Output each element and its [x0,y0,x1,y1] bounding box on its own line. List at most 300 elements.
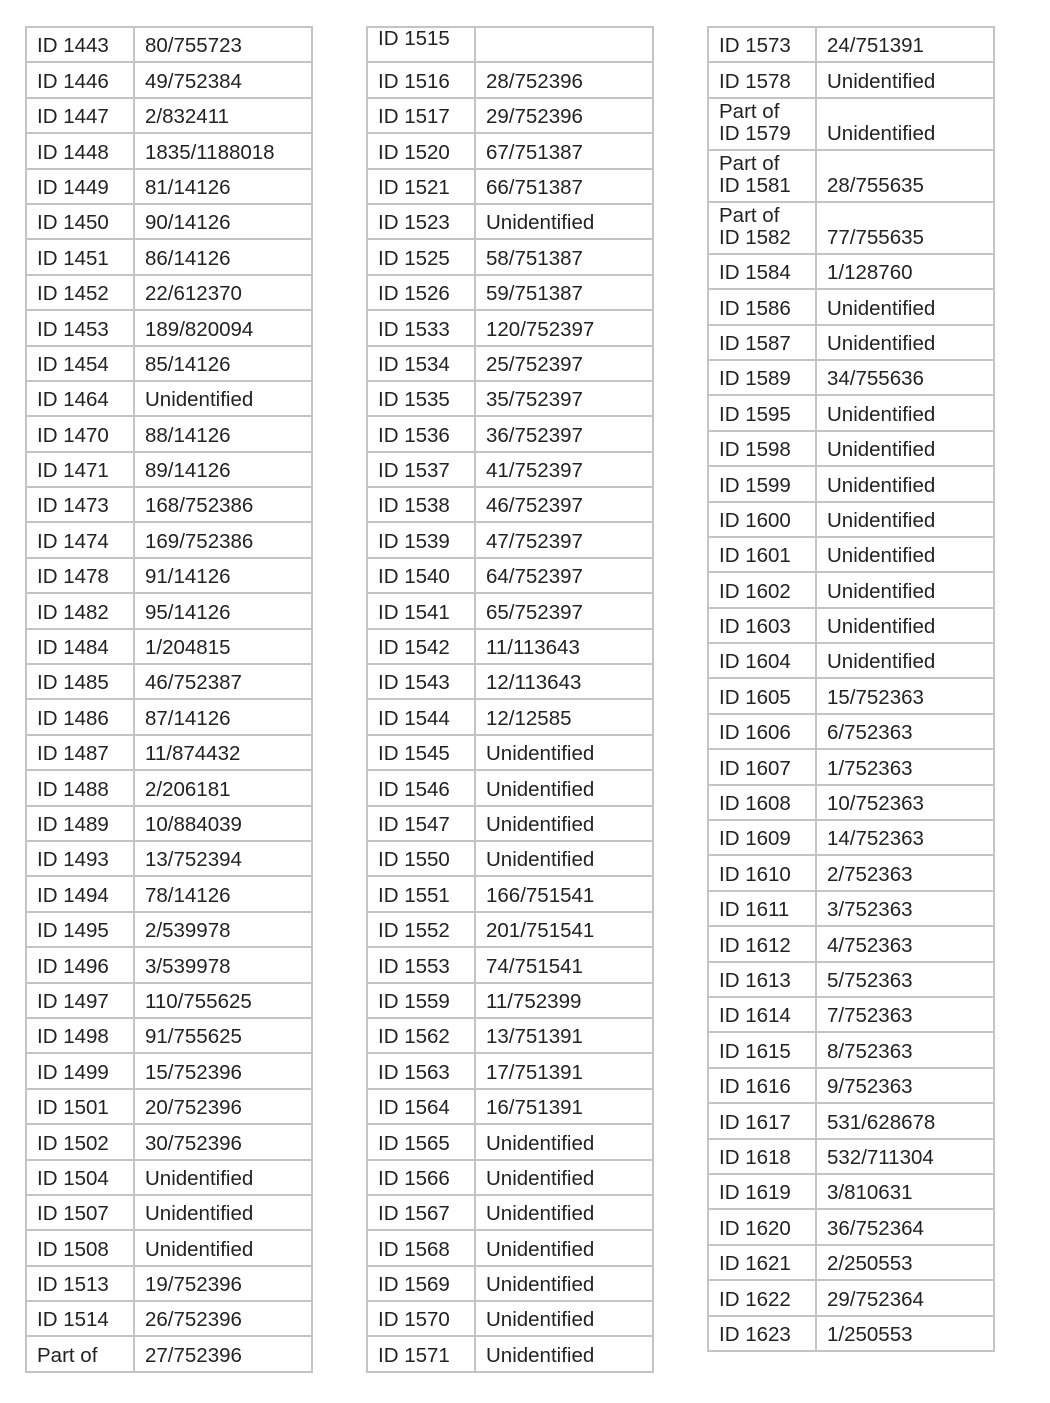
table-row [367,1124,653,1159]
reference-cell: 88/14126 [134,416,312,451]
table-row [26,27,312,62]
table-row [367,1089,653,1124]
table-row [708,202,994,254]
reference-cell: Unidentified [475,1160,653,1195]
reference-cell: 531/628678 [816,1103,994,1138]
table-row [26,1053,312,1088]
table-row [367,664,653,699]
id-cell: ID 1508 [26,1230,134,1265]
id-cell: ID 1589 [708,360,816,395]
id-table-column-3 [707,26,995,1352]
table-row [26,522,312,557]
reference-cell: 8/752363 [816,1032,994,1067]
table-row [26,1230,312,1265]
reference-cell: 13/751391 [475,1018,653,1053]
id-cell: ID 1608 [708,785,816,820]
id-cell: ID 1498 [26,1018,134,1053]
table-row [708,150,994,202]
table-row [26,169,312,204]
table-row [26,62,312,97]
table-row [26,983,312,1018]
reference-cell: 25/752397 [475,346,653,381]
table-row [26,204,312,239]
reference-cell: Unidentified [134,1195,312,1230]
id-cell: ID 1464 [26,381,134,416]
id-cell: ID 1452 [26,275,134,310]
reference-cell: 201/751541 [475,912,653,947]
table-row [26,629,312,664]
reference-cell: 14/752363 [816,820,994,855]
id-cell: ID 1535 [367,381,475,416]
reference-cell: 166/751541 [475,876,653,911]
table-row [367,558,653,593]
reference-cell: 7/752363 [816,997,994,1032]
table-row [367,806,653,841]
reference-cell: 90/14126 [134,204,312,239]
reference-cell: Unidentified [816,62,994,97]
reference-cell: 3/539978 [134,947,312,982]
table-row [708,1032,994,1067]
table-row [367,983,653,1018]
id-cell: Part of ID 1581 [708,150,816,202]
reference-cell: 64/752397 [475,558,653,593]
id-cell: ID 1599 [708,466,816,501]
reference-cell: Unidentified [475,841,653,876]
id-cell: ID 1487 [26,735,134,770]
reference-cell: 24/751391 [816,27,994,62]
reference-cell: Unidentified [475,770,653,805]
reference-cell: 532/711304 [816,1139,994,1174]
table-row [367,346,653,381]
table-row [367,522,653,557]
reference-cell: 29/752364 [816,1280,994,1315]
reference-cell: 10/884039 [134,806,312,841]
reference-cell: 1/204815 [134,629,312,664]
reference-cell: 85/14126 [134,346,312,381]
table-row [367,239,653,274]
reference-cell: 74/751541 [475,947,653,982]
table-row [367,1336,653,1371]
id-cell: ID 1623 [708,1316,816,1351]
id-cell: ID 1537 [367,452,475,487]
reference-cell: 168/752386 [134,487,312,522]
reference-cell: 5/752363 [816,962,994,997]
id-cell: ID 1595 [708,395,816,430]
id-cell: ID 1484 [26,629,134,664]
reference-cell: Unidentified [475,1124,653,1159]
table-row [708,785,994,820]
table-row [708,891,994,926]
id-cell: ID 1604 [708,643,816,678]
reference-cell: 46/752397 [475,487,653,522]
reference-cell: 189/820094 [134,310,312,345]
id-cell: ID 1615 [708,1032,816,1067]
reference-cell: 36/752364 [816,1209,994,1244]
id-cell: ID 1526 [367,275,475,310]
reference-cell: 17/751391 [475,1053,653,1088]
table-row [708,1280,994,1315]
reference-cell: Unidentified [816,98,994,150]
reference-cell: 22/612370 [134,275,312,310]
id-cell: ID 1616 [708,1068,816,1103]
table-row [367,1053,653,1088]
table-row [367,629,653,664]
table-row [708,1103,994,1138]
id-cell: ID 1485 [26,664,134,699]
id-cell: ID 1525 [367,239,475,274]
table-row [26,770,312,805]
table-row [26,1124,312,1159]
table-row [26,346,312,381]
table-row [26,98,312,133]
id-cell: ID 1613 [708,962,816,997]
reference-cell: 6/752363 [816,714,994,749]
reference-cell: Unidentified [134,1160,312,1195]
id-cell: ID 1502 [26,1124,134,1159]
id-cell: ID 1474 [26,522,134,557]
id-cell: ID 1573 [708,27,816,62]
id-cell: ID 1514 [26,1301,134,1336]
id-cell: ID 1563 [367,1053,475,1088]
reference-cell: Unidentified [475,1266,653,1301]
id-cell: ID 1521 [367,169,475,204]
table-row [26,381,312,416]
table-row [708,962,994,997]
id-cell: ID 1570 [367,1301,475,1336]
id-cell: ID 1450 [26,204,134,239]
reference-cell: 13/752394 [134,841,312,876]
id-cell: ID 1564 [367,1089,475,1124]
id-cell: ID 1602 [708,572,816,607]
table-row [708,325,994,360]
table-row [367,699,653,734]
table-row [26,487,312,522]
reference-cell: Unidentified [475,1301,653,1336]
id-cell: ID 1606 [708,714,816,749]
id-cell: ID 1449 [26,169,134,204]
table-row [367,1301,653,1336]
table-row [367,169,653,204]
id-cell: ID 1493 [26,841,134,876]
reference-cell: 89/14126 [134,452,312,487]
reference-cell: 20/752396 [134,1089,312,1124]
table-row [367,62,653,97]
table-row [708,749,994,784]
table-row [708,27,994,62]
table-row [708,643,994,678]
reference-cell: 65/752397 [475,593,653,628]
id-cell: ID 1516 [367,62,475,97]
table-row [26,699,312,734]
table-row [708,1245,994,1280]
reference-cell: 66/751387 [475,169,653,204]
table-row [367,841,653,876]
id-cell: ID 1566 [367,1160,475,1195]
table-row [26,841,312,876]
reference-cell: 11/874432 [134,735,312,770]
table-row [367,27,653,62]
table-row [708,678,994,713]
table-row [708,997,994,1032]
reference-cell: 1/128760 [816,254,994,289]
reference-cell: 15/752396 [134,1053,312,1088]
reference-cell: 9/752363 [816,1068,994,1103]
reference-cell: 49/752384 [134,62,312,97]
id-cell: ID 1619 [708,1174,816,1209]
id-cell: ID 1546 [367,770,475,805]
table-row [367,487,653,522]
id-cell: Part of ID 1579 [708,98,816,150]
table-row [367,98,653,133]
id-cell: ID 1446 [26,62,134,97]
id-cell: ID 1565 [367,1124,475,1159]
table-row [26,1266,312,1301]
table-row [708,714,994,749]
id-cell: ID 1610 [708,855,816,890]
id-cell: ID 1544 [367,699,475,734]
reference-cell: 19/752396 [134,1266,312,1301]
table-row [367,1160,653,1195]
reference-cell: Unidentified [816,643,994,678]
table-row [708,98,994,150]
reference-cell: 1/250553 [816,1316,994,1351]
id-cell: ID 1443 [26,27,134,62]
table-row [708,360,994,395]
id-cell: ID 1605 [708,678,816,713]
id-cell: ID 1609 [708,820,816,855]
id-cell: ID 1603 [708,608,816,643]
table-row [26,275,312,310]
id-cell: ID 1543 [367,664,475,699]
id-cell: ID 1451 [26,239,134,274]
table-row [367,1230,653,1265]
table-row [26,912,312,947]
reference-cell: 41/752397 [475,452,653,487]
id-cell: ID 1621 [708,1245,816,1280]
id-cell: ID 1547 [367,806,475,841]
reference-cell: 1/752363 [816,749,994,784]
id-cell: ID 1542 [367,629,475,664]
reference-cell: Unidentified [475,735,653,770]
reference-cell: 12/12585 [475,699,653,734]
id-cell: ID 1618 [708,1139,816,1174]
id-cell: ID 1520 [367,133,475,168]
reference-cell: Unidentified [475,1336,653,1371]
table-row [367,133,653,168]
id-cell: ID 1541 [367,593,475,628]
table-row [367,1195,653,1230]
table-row [26,452,312,487]
reference-cell: Unidentified [816,289,994,324]
id-cell: ID 1488 [26,770,134,805]
id-cell: ID 1617 [708,1103,816,1138]
id-cell: ID 1534 [367,346,475,381]
table-row [26,239,312,274]
id-cell: ID 1454 [26,346,134,381]
id-cell: ID 1507 [26,1195,134,1230]
id-cell: ID 1540 [367,558,475,593]
reference-cell: Unidentified [475,806,653,841]
table-row [708,502,994,537]
table-row [708,466,994,501]
table-row [708,1139,994,1174]
reference-cell: 2/539978 [134,912,312,947]
id-cell: ID 1584 [708,254,816,289]
reference-cell: 28/755635 [816,150,994,202]
reference-cell: 110/755625 [134,983,312,1018]
reference-cell: 46/752387 [134,664,312,699]
id-cell: ID 1471 [26,452,134,487]
table-row [708,395,994,430]
table-row [708,608,994,643]
id-cell: ID 1567 [367,1195,475,1230]
id-cell: ID 1513 [26,1266,134,1301]
table-row [26,593,312,628]
table-row [367,275,653,310]
reference-cell: Unidentified [816,431,994,466]
reference-cell: 34/755636 [816,360,994,395]
table-row [367,381,653,416]
id-cell: ID 1536 [367,416,475,451]
id-cell: ID 1453 [26,310,134,345]
table-row [26,1160,312,1195]
reference-cell: 120/752397 [475,310,653,345]
table-row [708,289,994,324]
table-row [708,1174,994,1209]
reference-cell: 27/752396 [134,1336,312,1371]
reference-cell: Unidentified [816,502,994,537]
id-cell: ID 1499 [26,1053,134,1088]
reference-cell: 10/752363 [816,785,994,820]
table-row [26,133,312,168]
reference-cell: Unidentified [475,1230,653,1265]
table-row [367,912,653,947]
id-cell: ID 1614 [708,997,816,1032]
id-cell: ID 1612 [708,926,816,961]
id-cell: ID 1494 [26,876,134,911]
id-cell: ID 1552 [367,912,475,947]
id-cell: ID 1517 [367,98,475,133]
table-row [26,558,312,593]
table-row [26,735,312,770]
reference-cell: 78/14126 [134,876,312,911]
table-row [708,820,994,855]
reference-cell: 1835/1188018 [134,133,312,168]
id-cell: ID 1611 [708,891,816,926]
id-cell: Part of ID 1582 [708,202,816,254]
table-row [367,204,653,239]
reference-cell: Unidentified [816,608,994,643]
table-row [708,537,994,572]
id-cell: ID 1470 [26,416,134,451]
table-row [708,1316,994,1351]
id-cell: ID 1578 [708,62,816,97]
id-cell: ID 1489 [26,806,134,841]
id-cell: ID 1622 [708,1280,816,1315]
table-row [367,310,653,345]
reference-cell: 58/751387 [475,239,653,274]
reference-cell: 36/752397 [475,416,653,451]
reference-cell: Unidentified [816,572,994,607]
reference-cell: 26/752396 [134,1301,312,1336]
reference-cell: Unidentified [475,1195,653,1230]
table-row [26,664,312,699]
reference-cell: 3/752363 [816,891,994,926]
reference-cell: 86/14126 [134,239,312,274]
id-cell: ID 1586 [708,289,816,324]
id-cell: ID 1497 [26,983,134,1018]
reference-cell: 59/751387 [475,275,653,310]
reference-cell: 77/755635 [816,202,994,254]
table-row [367,770,653,805]
reference-cell: 91/755625 [134,1018,312,1053]
reference-cell: Unidentified [134,1230,312,1265]
reference-cell: 28/752396 [475,62,653,97]
reference-cell: 2/206181 [134,770,312,805]
id-cell: ID 1473 [26,487,134,522]
id-cell: ID 1539 [367,522,475,557]
reference-cell: 2/250553 [816,1245,994,1280]
id-cell: ID 1538 [367,487,475,522]
reference-cell: 81/14126 [134,169,312,204]
id-cell: ID 1495 [26,912,134,947]
reference-cell: 35/752397 [475,381,653,416]
reference-cell: 2/752363 [816,855,994,890]
id-cell: ID 1569 [367,1266,475,1301]
id-cell: ID 1447 [26,98,134,133]
reference-cell: 2/832411 [134,98,312,133]
table-row [367,1018,653,1053]
table-row [708,431,994,466]
id-cell: ID 1501 [26,1089,134,1124]
table-row [708,62,994,97]
table-row [26,1336,312,1371]
reference-cell: 11/752399 [475,983,653,1018]
id-cell: ID 1478 [26,558,134,593]
reference-cell: 47/752397 [475,522,653,557]
reference-cell: Unidentified [816,466,994,501]
id-cell: ID 1562 [367,1018,475,1053]
reference-cell: 30/752396 [134,1124,312,1159]
reference-cell: 169/752386 [134,522,312,557]
table-row [708,254,994,289]
id-cell: ID 1504 [26,1160,134,1195]
table-row [367,452,653,487]
table-row [26,947,312,982]
reference-cell: 16/751391 [475,1089,653,1124]
id-cell: ID 1545 [367,735,475,770]
reference-cell: Unidentified [134,381,312,416]
table-row [708,926,994,961]
id-cell: ID 1598 [708,431,816,466]
id-table-column-1 [25,26,313,1373]
id-cell: ID 1587 [708,325,816,360]
id-cell: ID 1496 [26,947,134,982]
id-cell: ID 1515 [367,27,475,62]
id-cell: ID 1486 [26,699,134,734]
table-row [26,416,312,451]
table-row [26,1089,312,1124]
reference-cell [475,27,653,62]
reference-cell: Unidentified [816,537,994,572]
table-row [367,593,653,628]
reference-cell: 4/752363 [816,926,994,961]
id-cell: ID 1620 [708,1209,816,1244]
id-cell: ID 1448 [26,133,134,168]
table-row [26,876,312,911]
table-row [708,855,994,890]
id-table-column-2 [366,26,654,1373]
